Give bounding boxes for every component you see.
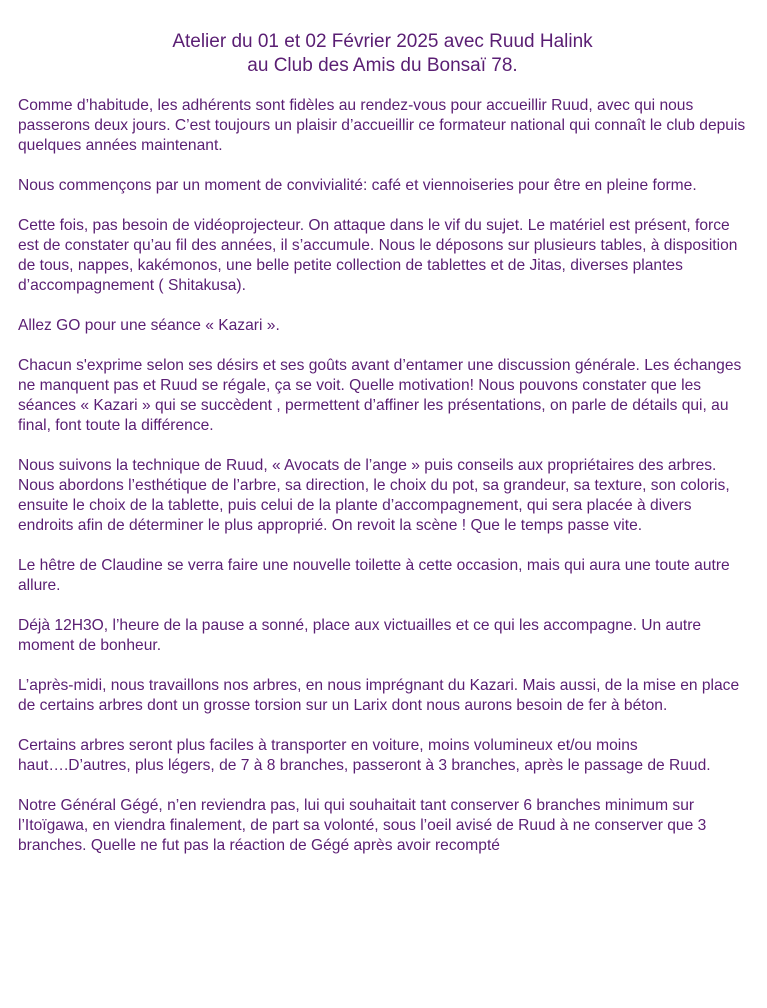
paragraph-technique: Nous suivons la technique de Ruud, « Avocats de l’ange » puis conseils aux propriétaires des arbres. [18, 457, 717, 474]
paragraph-aesthetics: Nous abordons l’esthétique de l’arbre, sa direction, le choix du pot, sa grandeur, sa texture, son coloris, ensuite le choix de la tablette, puis celui de la plante d’accompagnement, qui sera placée à divers endroits afin de déterminer le plus approprié. On revoit la scène ! Que le temps passe vite. [18, 477, 730, 534]
paragraph-kazari-go: Allez GO pour une séance « Kazari ». [18, 317, 280, 334]
title-line-2: au Club des Amis du Bonsaï 78. [247, 55, 518, 76]
paragraph-discussion: Chacun s'exprime selon ses désirs et ses goûts avant d’entamer une discussion générale. Les échanges ne manquent pas et Ruud se régale, ça se voit. Quelle motivation! Nous pouvons constater que les séances « Kazari » qui se succèdent , permettent d’affiner les présentations, on parle de détails qui, au final, font toute la différence. [18, 357, 742, 434]
paragraph-material: Cette fois, pas besoin de vidéoprojecteur. On attaque dans le vif du sujet. Le matériel est présent, force est de constater qu’au fil des années, il s’accumule. Nous le déposons sur plusieurs tables, à disposition de tous, nappes, kakémonos, une belle petite collection de tablettes et de Jitas, diverses plantes d’accompagnement ( Shitakusa). [18, 217, 738, 294]
paragraph-conviviality: Nous commençons par un moment de convivialité: café et viennoiseries pour être en pleine forme. [18, 177, 697, 194]
paragraph-intro: Comme d’habitude, les adhérents sont fidèles au rendez-vous pour accueillir Ruud, avec qui nous passerons deux jours. C’est toujours un plaisir d’accueillir ce formateur national qui connaît le club depuis quelques années maintenant. [18, 97, 746, 154]
paragraph-transport: Certains arbres seront plus faciles à transporter en voiture, moins volumineux et/ou moins haut….D’autres, plus légers, de 7 à 8 branches, passeront à 3 branches, après le passage de Ruud. [18, 737, 711, 774]
paragraph-beech: Le hêtre de Claudine se verra faire une nouvelle toilette à cette occasion, mais qui aura une toute autre allure. [18, 557, 730, 594]
paragraph-afternoon: L’après-midi, nous travaillons nos arbres, en nous imprégnant du Kazari. Mais aussi, de la mise en place de certains arbres dont un grosse torsion sur un Larix dont nous aurons besoin de fer à béton. [18, 677, 740, 714]
paragraph-gege: Notre Général Gégé, n’en reviendra pas, lui qui souhaitait tant conserver 6 branches minimum sur l’Itoïgawa, en viendra finalement, de part sa volonté, sous l’oeil avisé de Ruud à ne conserver que 3 branches. Quelle ne fut pas la réaction de Gégé après avoir recompté [18, 797, 707, 854]
title-line-1: Atelier du 01 et 02 Février 2025 avec Ruud Halink [172, 31, 593, 52]
page-title [18, 30, 747, 78]
paragraph-lunch: Déjà 12H3O, l’heure de la pause a sonné, place aux victuailles et ce qui les accompagne. Un autre moment de bonheur. [18, 617, 702, 654]
